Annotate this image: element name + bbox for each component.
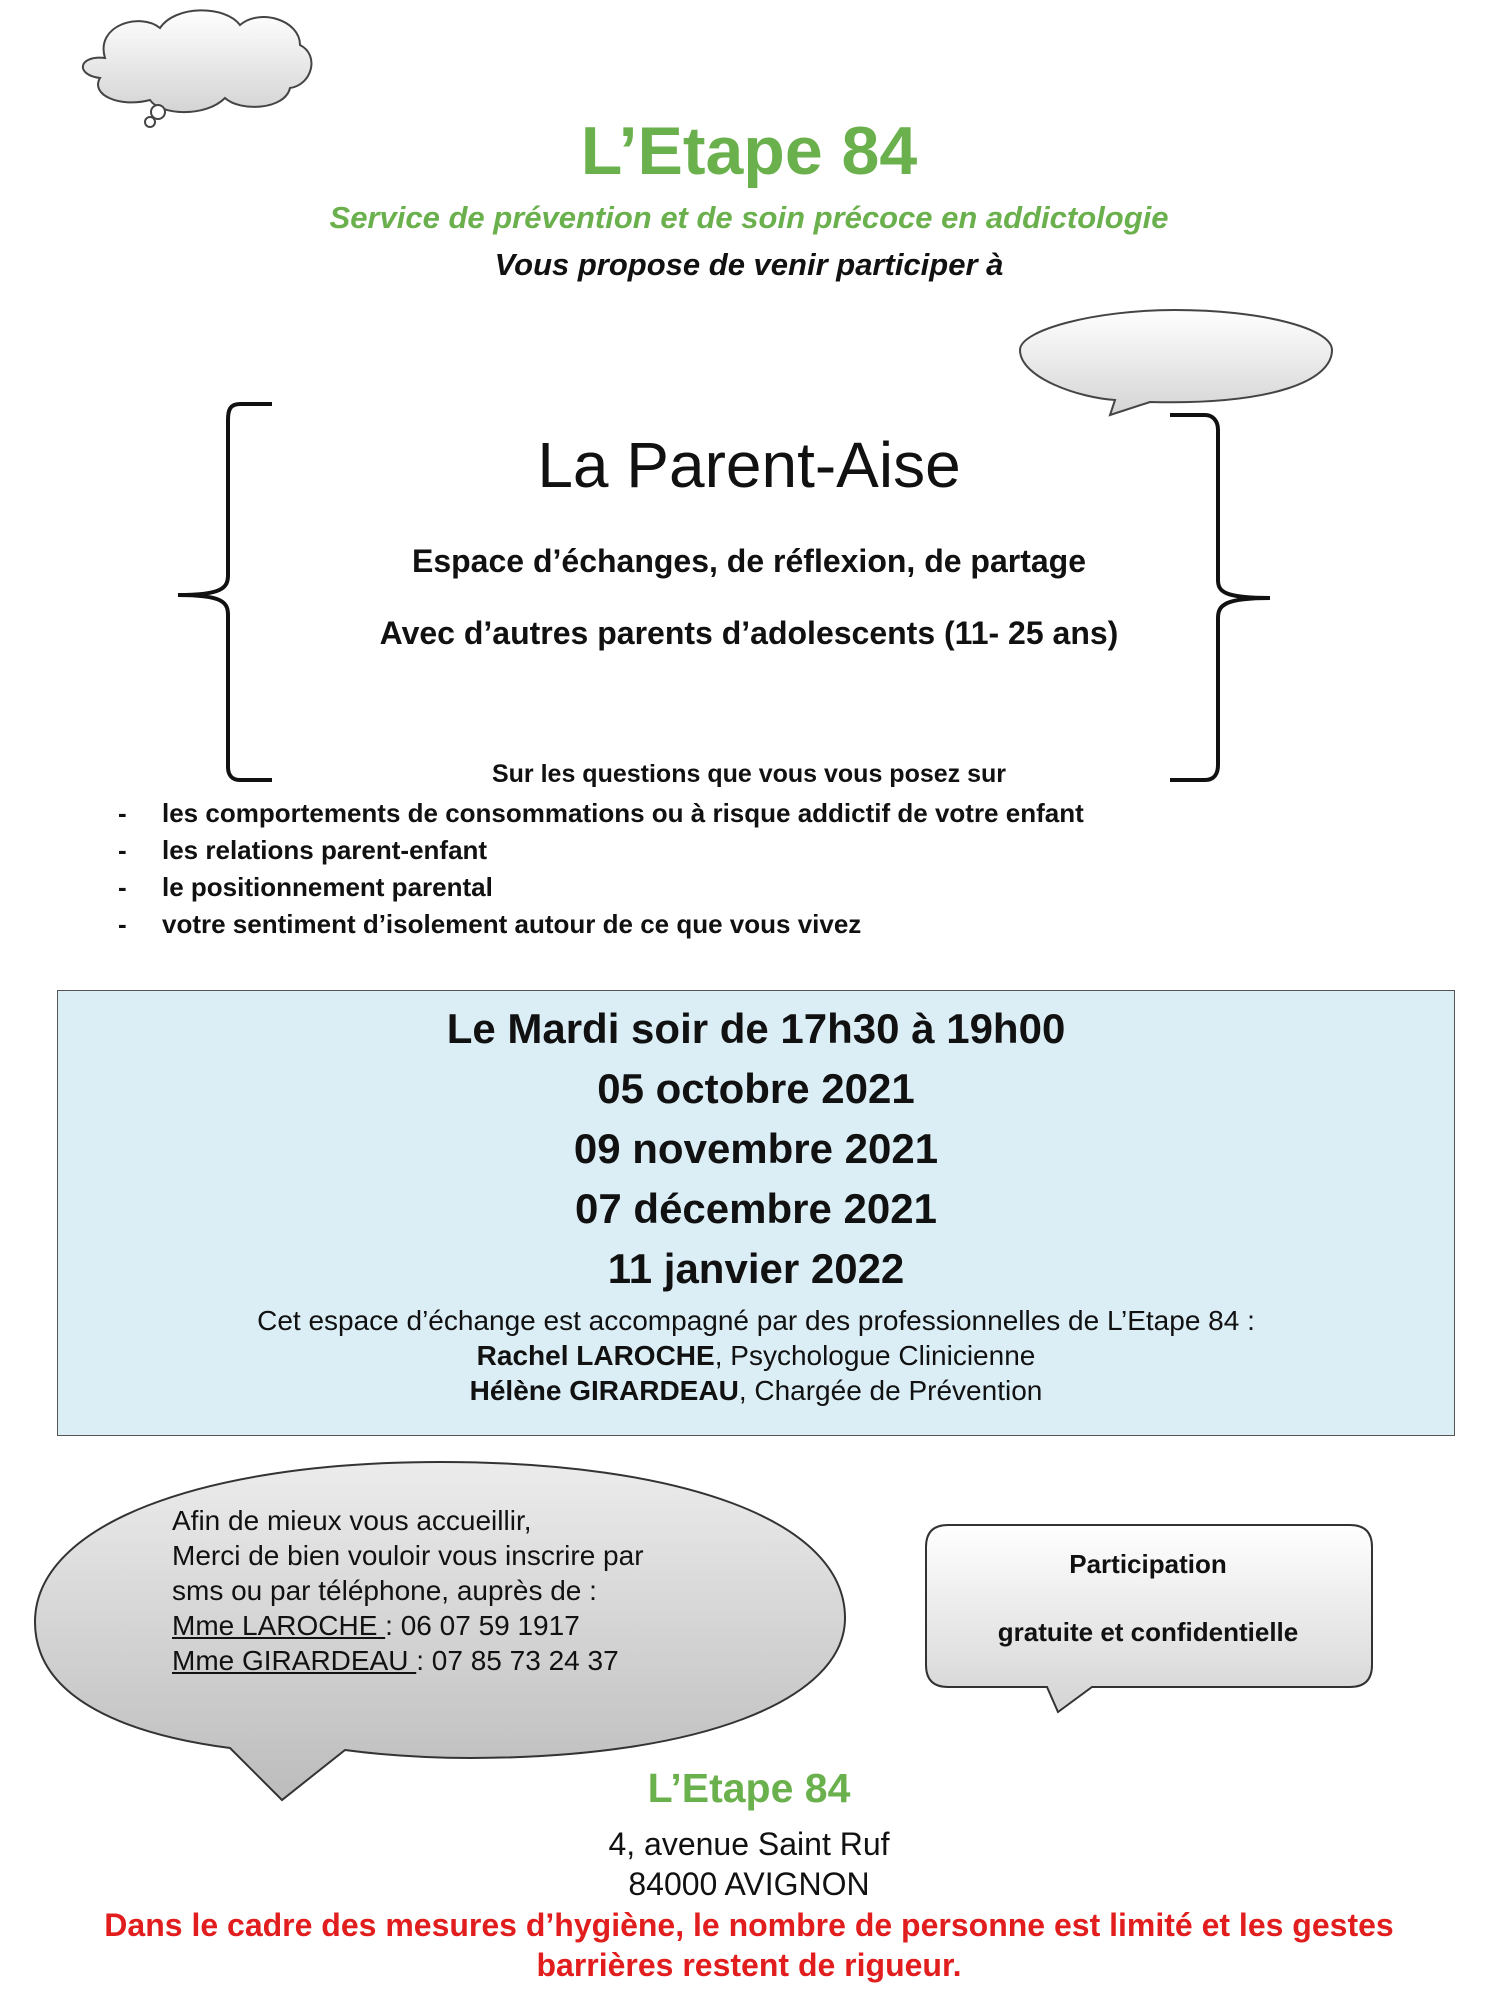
staff-name: Hélène GIRARDEAU xyxy=(469,1375,739,1406)
participation-line-2: gratuite et confidentielle xyxy=(997,1617,1299,1647)
questions-intro: Sur les questions que vous vous posez sur xyxy=(491,760,1006,788)
schedule-date: 09 novembre 2021 xyxy=(573,1125,939,1172)
participation-box xyxy=(925,1525,1371,1687)
staff-name: Rachel LAROCHE xyxy=(476,1340,715,1371)
contact-line xyxy=(172,1643,732,1678)
schedule-time: Le Mardi soir de 17h30 à 19h00 xyxy=(446,1005,1066,1052)
list-item: - votre sentiment d’isolement autour de ce que vous vivez xyxy=(112,906,1412,943)
schedule-box xyxy=(57,990,1455,1436)
staff-line xyxy=(58,1373,1454,1408)
contact-name: Mme GIRARDEAU xyxy=(172,1645,417,1676)
list-item: - les relations parent-enfant xyxy=(112,832,1412,869)
speech-bubble-icon xyxy=(1020,310,1332,415)
event-title: La Parent-Aise xyxy=(537,429,961,501)
address-line-1: 4, avenue Saint Ruf xyxy=(608,1826,890,1862)
address-line-2: 84000 AVIGNON xyxy=(628,1866,870,1902)
event-description-1: Espace d’échanges, de réflexion, de partage xyxy=(411,543,1087,579)
list-item: - les comportements de consommations ou à risque addictif de votre enfant xyxy=(112,795,1412,832)
registration-line: sms ou par téléphone, auprès de : xyxy=(172,1575,597,1606)
staff-line xyxy=(58,1338,1454,1373)
intro-text: Vous propose de venir participer à xyxy=(494,247,1004,282)
accompaniment-text: Cet espace d’échange est accompagné par des professionnelles de L’Etape 84 : xyxy=(257,1305,1255,1336)
registration-line: Afin de mieux vous accueillir, xyxy=(172,1505,532,1536)
schedule-date: 07 décembre 2021 xyxy=(575,1185,937,1232)
participation-line-1: Participation xyxy=(1069,1549,1227,1579)
contact-name: Mme LAROCHE xyxy=(172,1610,386,1641)
staff-role: , Chargée de Prévention xyxy=(738,1375,1043,1406)
list-item: - le positionnement parental xyxy=(112,869,1412,906)
registration-line: Merci de bien vouloir vous inscrire par xyxy=(172,1540,644,1571)
schedule-date: 11 janvier 2022 xyxy=(607,1245,905,1292)
questions-list xyxy=(112,795,1412,943)
staff-role: , Psychologue Clinicienne xyxy=(714,1340,1036,1371)
event-description-2: Avec d’autres parents d’adolescents (11- 25 ans) xyxy=(379,615,1119,651)
registration-text xyxy=(172,1503,732,1678)
schedule-date: 05 octobre 2021 xyxy=(597,1065,915,1112)
contact-line xyxy=(172,1608,732,1643)
org-title: L’Etape 84 xyxy=(580,113,918,189)
hygiene-warning: Dans le cadre des mesures d’hygiène, le nombre de personne est limité et les gestes barrières restent de rigueur. xyxy=(104,1907,1394,1983)
thought-cloud-icon xyxy=(83,10,312,127)
contact-phone: : 07 85 73 24 37 xyxy=(416,1645,619,1676)
org-subtitle: Service de prévention et de soin précoce en addictologie xyxy=(329,200,1169,235)
footer-org-title: L’Etape 84 xyxy=(647,1765,851,1811)
contact-phone: : 06 07 59 1917 xyxy=(385,1610,580,1641)
